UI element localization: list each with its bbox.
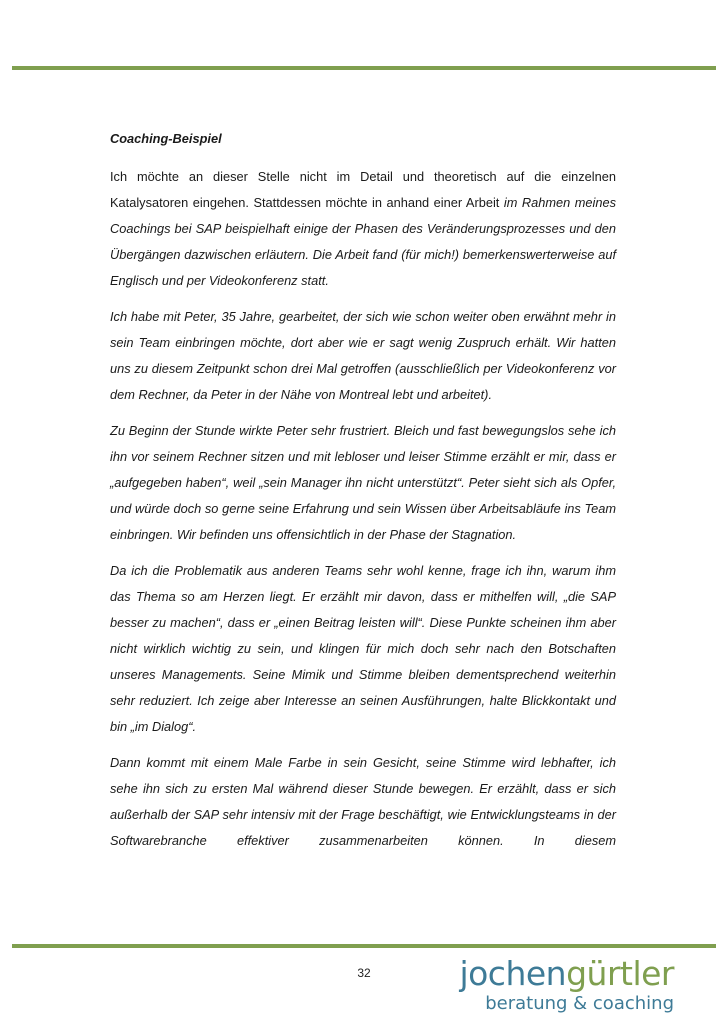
- logo-tagline: beratung & coaching: [485, 993, 674, 1014]
- header-rule: [12, 66, 716, 70]
- section-heading: Coaching-Beispiel: [110, 131, 222, 146]
- logo-wordmark: [459, 955, 674, 993]
- footer-rule: [12, 944, 716, 948]
- document-body: [110, 126, 616, 864]
- paragraph-4: Da ich die Problematik aus anderen Teams sehr wohl kenne, frage ich ihn, warum ihm das Thema so am Herzen liegt. Er erzählt mir davon, dass er mithelfen will, „die SAP besser zu machen“, dass er „einen Beitrag leisten will“. Diese Punkte scheinen ihm aber nicht wirklich wichtig zu sein, und klingen für mich doch sehr nach den Botschaften unseres Managements. Seine Mimik und Stimme bleiben dementsprechend weiterhin sehr reduziert. Ich zeige aber Interesse an seinen Ausführungen, halte Blickkontakt und bin „im Dialog“.: [110, 563, 616, 734]
- paragraph-5: Dann kommt mit einem Male Farbe in sein Gesicht, seine Stimme wird lebhafter, ich sehe ihn sich zu ersten Mal während dieser Stunde bewegen. Er erzählt, dass er sich außerhalb der SAP sehr intensiv mit der Frage beschäftigt, wie Entwicklungsteams in der Softwarebranche effektiver zusammenarbeiten können. In diesem: [110, 755, 616, 848]
- paragraph-3: Zu Beginn der Stunde wirkte Peter sehr frustriert. Bleich und fast bewegungslos sehe ich ihn vor seinem Rechner sitzen und mit lebloser und leiser Stimme erzählt er mir, dass er „aufgegeben haben“, weil „sein Manager ihn nicht unterstützt“. Peter sieht sich als Opfer, und würde doch so gerne seine Erfahrung und sein Wissen über Arbeitsabläufe ins Team einbringen. Wir befinden uns offensichtlich in der Phase der Stagnation.: [110, 423, 616, 542]
- paragraph-1: [110, 164, 616, 294]
- logo-guertler: gürtler: [566, 954, 674, 993]
- paragraph-2: Ich habe mit Peter, 35 Jahre, gearbeitet, der sich wie schon weiter oben erwähnt mehr in sein Team einbringen möchte, dort aber wie er sagt wenig Zuspruch erhält. Wir hatten uns zu diesem Zeitpunkt schon drei Mal getroffen (ausschließlich per Videokonferenz vor dem Rechner, da Peter in der Nähe von Montreal lebt und arbeitet).: [110, 309, 616, 402]
- page-number: 32: [357, 966, 371, 980]
- logo-jochen: jochen: [459, 954, 567, 993]
- company-logo: [459, 954, 702, 1021]
- paragraph-1-italic: im Rahmen meines Coachings bei SAP beispielhaft einige der Phasen des Veränderungsprozesses und den Übergängen dazwischen erläutern. Die Arbeit fand (für mich!) bemerkenswerterweise auf Englisch und per Videokonferenz statt.: [110, 195, 616, 288]
- paragraph-1-plain: Ich möchte an dieser Stelle nicht im Detail und theoretisch auf die einzelnen Katalysatoren eingehen. Stattdessen möchte in anhand einer Arbeit: [110, 169, 616, 210]
